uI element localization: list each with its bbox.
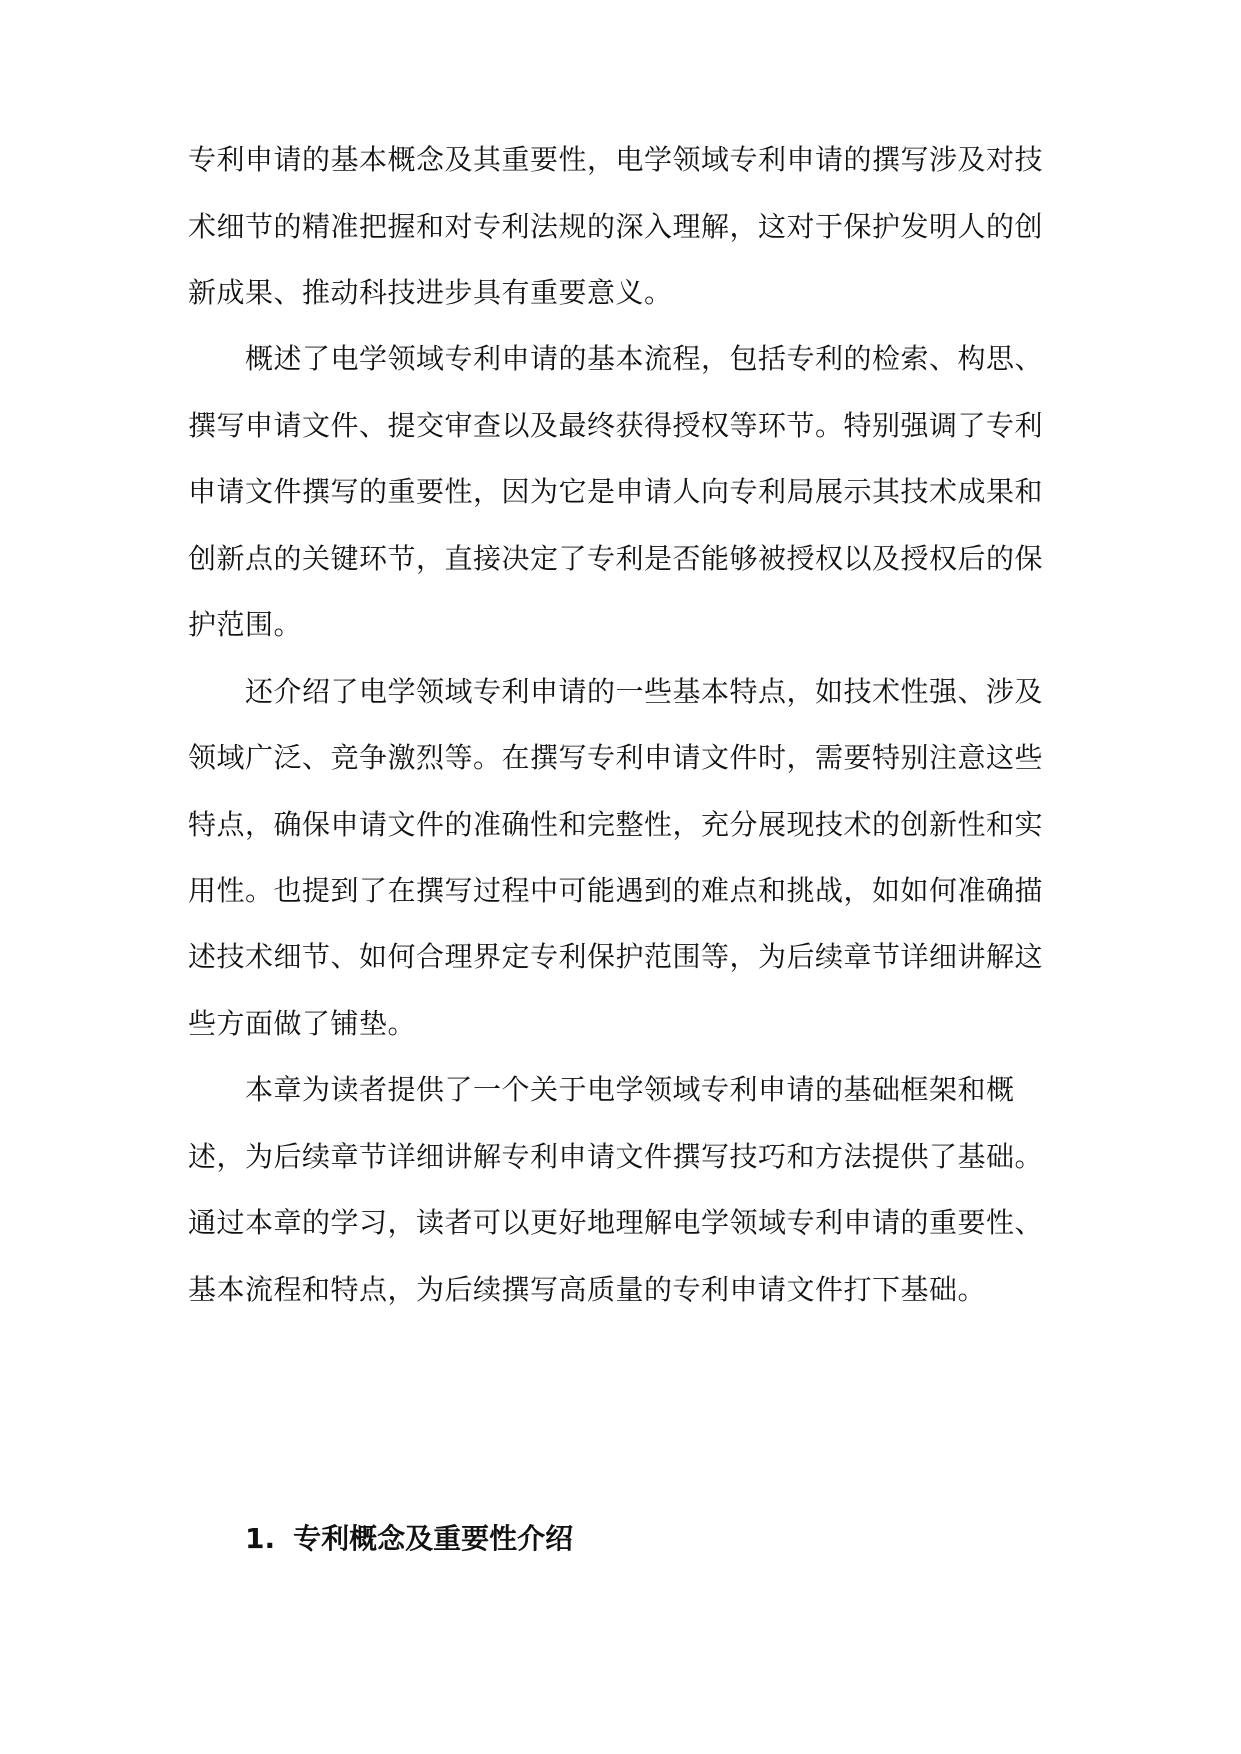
paragraph-line: 述技术细节、如何合理界定专利保护范围等，为后续章节详细讲解这 [188, 940, 1044, 973]
paragraph-line: 概述了电学领域专利申请的基本流程，包括专利的检索、构思、 [245, 342, 1044, 375]
section-heading [245, 1521, 573, 1557]
paragraph-line: 创新点的关键环节，直接决定了专利是否能够被授权以及授权后的保 [188, 542, 1044, 575]
section-title: 专利概念及重要性介绍 [293, 1522, 574, 1555]
paragraph-line: 些方面做了铺垫。 [188, 1007, 417, 1040]
paragraph-line: 通过本章的学习，读者可以更好地理解电学领域专利申请的重要性、 [188, 1206, 1044, 1239]
paragraph-line: 申请文件撰写的重要性，因为它是申请人向专利局展示其技术成果和 [188, 475, 1044, 508]
paragraph-line: 撰写申请文件、提交审查以及最终获得授权等环节。特别强调了专利 [188, 409, 1044, 442]
paragraph-line: 述，为后续章节详细讲解专利申请文件撰写技巧和方法提供了基础。 [188, 1140, 1044, 1173]
paragraph-line: 专利申请的基本概念及其重要性，电学领域专利申请的撰写涉及对技 [188, 143, 1044, 176]
paragraph-line: 新成果、推动科技进步具有重要意义。 [188, 276, 673, 309]
paragraph-line: 用性。也提到了在撰写过程中可能遇到的难点和挑战，如如何准确描 [188, 874, 1044, 907]
paragraph-line: 基本流程和特点，为后续撰写高质量的专利申请文件打下基础。 [188, 1273, 987, 1306]
paragraph-line: 本章为读者提供了一个关于电学领域专利申请的基础框架和概 [245, 1073, 1015, 1106]
paragraph-line: 领域广泛、竞争激烈等。在撰写专利申请文件时，需要特别注意这些 [188, 741, 1044, 774]
paragraph-line: 特点，确保申请文件的准确性和完整性，充分展现技术的创新性和实 [188, 808, 1044, 841]
paragraph-line: 护范围。 [188, 608, 303, 641]
paragraph-line: 术细节的精准把握和对专利法规的深入理解，这对于保护发明人的创 [188, 210, 1044, 243]
paragraph-line: 还介绍了电学领域专利申请的一些基本特点，如技术性强、涉及 [245, 675, 1044, 708]
section-number: 1. [245, 1522, 276, 1555]
